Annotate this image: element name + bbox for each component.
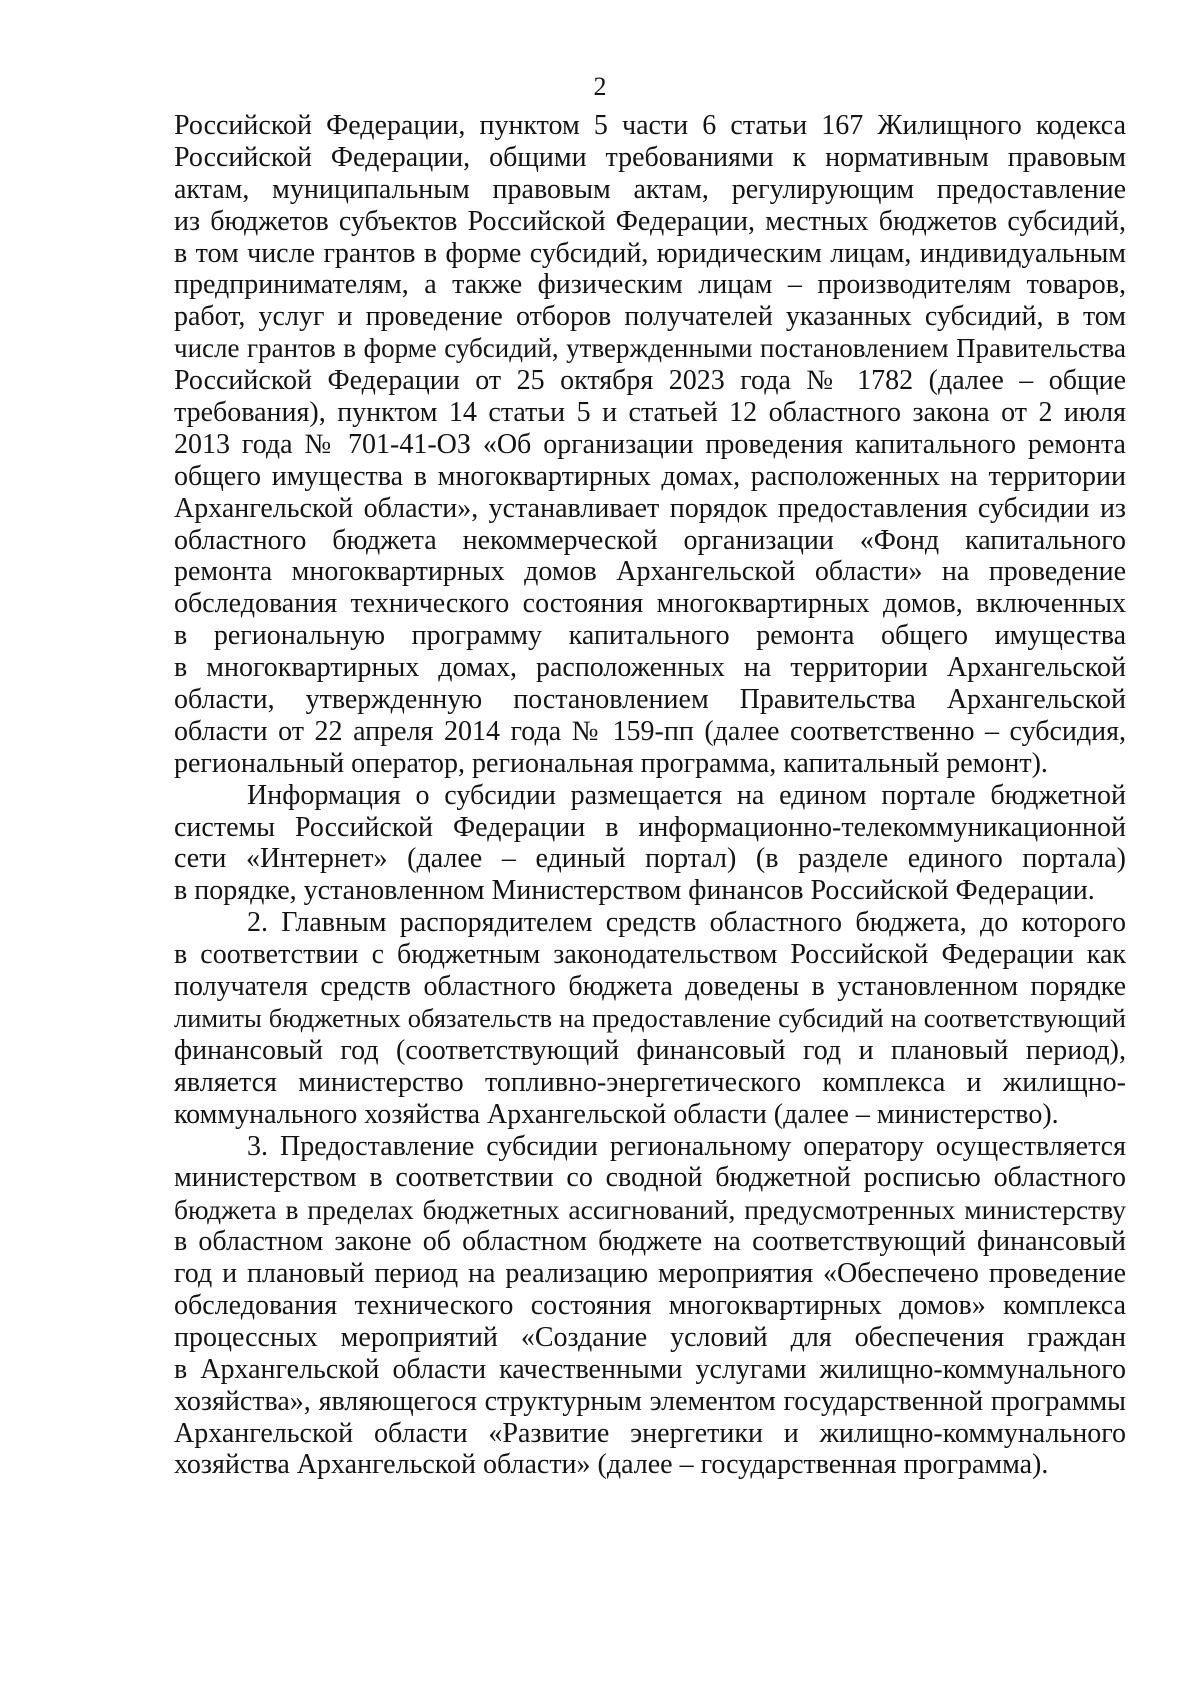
text-line: Российской Федерации, общими требованиями к нормативным правовым: [174, 141, 1126, 173]
text-line: областного бюджета некоммерческой организации «Фонд капитального: [174, 524, 1126, 556]
page-number: 2: [593, 72, 607, 101]
text-line: сети «Интернет» (далее – единый портал) (в разделе единого портала): [174, 843, 1126, 875]
text-line: из бюджетов субъектов Российской Федерации, местных бюджетов субсидий,: [174, 205, 1126, 237]
text-line: предпринимателям, а также физическим лицам – производителям товаров,: [174, 269, 1126, 301]
text-line: региональный оператор, региональная программа, капитальный ремонт).: [174, 747, 1048, 779]
text-line: в соответствии с бюджетным законодательством Российской Федерации как: [174, 939, 1126, 971]
text-line: в областном законе об областном бюджете на соответствующий финансовый: [174, 1226, 1126, 1258]
text-line: общего имущества в многоквартирных домах, расположенных на территории: [174, 460, 1126, 492]
text-line: в региональную программу капитального ремонта общего имущества: [174, 620, 1126, 652]
text-line: коммунального хозяйства Архангельской области (далее – министерство).: [174, 1098, 1059, 1130]
text-line: ремонта многоквартирных домов Архангельской области» на проведение: [174, 556, 1126, 588]
text-line: в том числе грантов в форме субсидий, юридическим лицам, индивидуальным: [174, 237, 1126, 269]
text-line: работ, услуг и проведение отборов получателей указанных субсидий, в том: [174, 301, 1126, 333]
text-line: хозяйства Архангельской области» (далее – государственная программа).: [174, 1449, 1049, 1481]
text-line: лимиты бюджетных обязательств на предоставление субсидий на соответствующий: [174, 1002, 1126, 1033]
text-line: области от 22 апреля 2014 года № 159-пп (далее соответственно – субсидия,: [174, 715, 1126, 747]
text-line: требования), пунктом 14 статьи 5 и статьей 12 областного закона от 2 июля: [174, 397, 1126, 429]
text-line: числе грантов в форме субсидий, утвержденными постановлением Правительства: [174, 333, 1126, 364]
text-line: Российской Федерации от 25 октября 2023 года № 1782 (далее – общие: [174, 365, 1126, 397]
text-line: является министерство топливно-энергетического комплекса и жилищно-: [174, 1066, 1126, 1098]
text-line: финансовый год (соответствующий финансовый год и плановый период),: [174, 1034, 1126, 1066]
text-line: актам, муниципальным правовым актам, регулирующим предоставление: [174, 173, 1126, 205]
text-line: министерством в соответствии со сводной бюджетной росписью областного: [174, 1162, 1126, 1194]
text-line: 2. Главным распорядителем средств областного бюджета, до которого: [247, 907, 1126, 939]
text-line: процессных мероприятий «Создание условий для обеспечения граждан: [174, 1321, 1126, 1353]
document-body: [174, 110, 1126, 1481]
text-line: 3. Предоставление субсидии региональному оператору осуществляется: [247, 1130, 1126, 1162]
text-line: Информация о субсидии размещается на едином портале бюджетной: [247, 779, 1126, 811]
text-line: хозяйства», являющегося структурным элементом государственной программы: [174, 1385, 1126, 1417]
text-line: обследования технического состояния многоквартирных домов, включенных: [174, 588, 1126, 620]
text-line: системы Российской Федерации в информационно-телекоммуникационной: [174, 811, 1126, 843]
text-line: в многоквартирных домах, расположенных на территории Архангельской: [174, 652, 1126, 684]
text-line: год и плановый период на реализацию мероприятия «Обеспечено проведение: [174, 1258, 1126, 1290]
text-line: Архангельской области «Развитие энергетики и жилищно-коммунального: [174, 1417, 1126, 1449]
text-line: получателя средств областного бюджета доведены в установленном порядке: [174, 971, 1126, 1003]
text-line: бюджета в пределах бюджетных ассигнований, предусмотренных министерству: [174, 1194, 1126, 1226]
text-line: в порядке, установленном Министерством финансов Российской Федерации.: [174, 875, 1095, 907]
text-line: в Архангельской области качественными услугами жилищно-коммунального: [174, 1353, 1126, 1385]
text-line: обследования технического состояния многоквартирных домов» комплекса: [174, 1289, 1126, 1321]
text-line: Архангельской области», устанавливает порядок предоставления субсидии из: [174, 492, 1126, 524]
text-line: области, утвержденную постановлением Правительства Архангельской: [174, 684, 1126, 716]
text-line: 2013 года № 701-41-ОЗ «Об организации проведения капитального ремонта: [174, 428, 1126, 460]
text-line: Российской Федерации, пунктом 5 части 6 статьи 167 Жилищного кодекса: [174, 110, 1126, 141]
